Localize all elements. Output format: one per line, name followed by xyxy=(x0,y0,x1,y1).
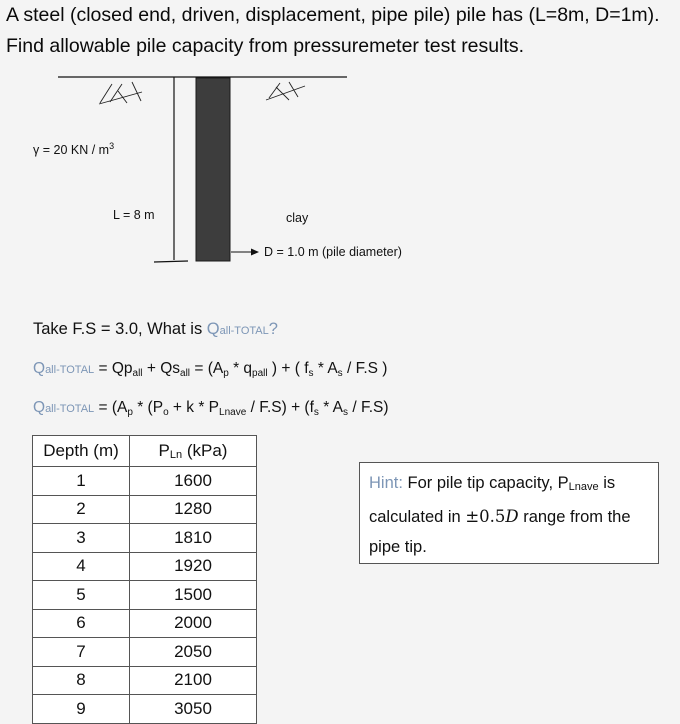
depth-cell: 5 xyxy=(33,581,130,610)
pressuremeter-results-table xyxy=(32,435,257,724)
table-row xyxy=(33,609,257,638)
depth-column-header: Depth (m) xyxy=(33,436,130,467)
depth-cell: 4 xyxy=(33,552,130,581)
soil-type-label: clay xyxy=(286,211,309,225)
problem-statement: A steel (closed end, driven, displacement, pipe pile) pile has (L=8m, D=1m). Find allowable pile capacity from pressuremeter test results. xyxy=(6,4,660,57)
pln-cell: 1280 xyxy=(130,495,257,524)
unit-weight-label: γ = 20 KN / $m^3$ xyxy=(33,141,115,157)
table-row xyxy=(33,495,257,524)
table-row xyxy=(33,638,257,667)
depth-cell: 6 xyxy=(33,609,130,638)
hint-label: Hint: xyxy=(369,474,403,492)
formula-pressuremeter: Qall-TOTAL = ($A_p * (P_o + k * P_{Lnave} / F.S) + (f_s * A_s / F.S)$ xyxy=(33,399,389,418)
pln-column-header: PLn (kPa) xyxy=(130,436,257,467)
table-row xyxy=(33,695,257,724)
soil-hatch-right xyxy=(266,82,305,100)
pln-cell: 1810 xyxy=(130,524,257,553)
table-row xyxy=(33,467,257,496)
table-row xyxy=(33,552,257,581)
pln-cell: 1500 xyxy=(130,581,257,610)
pln-cell: 1600 xyxy=(130,467,257,496)
hint-box: Hint: For pile tip capacity, PLnave is calculated in ±0.5D range from the pipe tip. xyxy=(359,462,659,564)
soil-hatch-left xyxy=(99,82,142,104)
depth-cell: 1 xyxy=(33,467,130,496)
table-row xyxy=(33,666,257,695)
depth-cell: 8 xyxy=(33,666,130,695)
depth-cell: 7 xyxy=(33,638,130,667)
diameter-arrow-head xyxy=(251,249,259,256)
table-row xyxy=(33,581,257,610)
question-line: Take F.S = 3.0, What is Qall-TOTAL? xyxy=(33,320,278,338)
steel-pipe-pile xyxy=(196,78,230,261)
pile-diameter-label: D = 1.0 m (pile diameter) xyxy=(264,245,402,259)
pile-bottom-tick xyxy=(154,261,188,262)
pln-cell: 2000 xyxy=(130,609,257,638)
formula-allowable-capacity: Qall-TOTAL = $Qp_{all} + Qs_{all} = (A_p * q_{pall}$ ) + ( $f_s * A_s / F.S$ ) xyxy=(33,360,388,379)
depth-cell: 9 xyxy=(33,695,130,724)
table-header-row xyxy=(33,436,257,467)
pln-cell: 3050 xyxy=(130,695,257,724)
depth-cell: 2 xyxy=(33,495,130,524)
pile-length-label: L = 8 m xyxy=(113,208,155,222)
pln-cell: 1920 xyxy=(130,552,257,581)
table-row xyxy=(33,524,257,553)
pln-cell: 2100 xyxy=(130,666,257,695)
depth-cell: 3 xyxy=(33,524,130,553)
pln-cell: 2050 xyxy=(130,638,257,667)
